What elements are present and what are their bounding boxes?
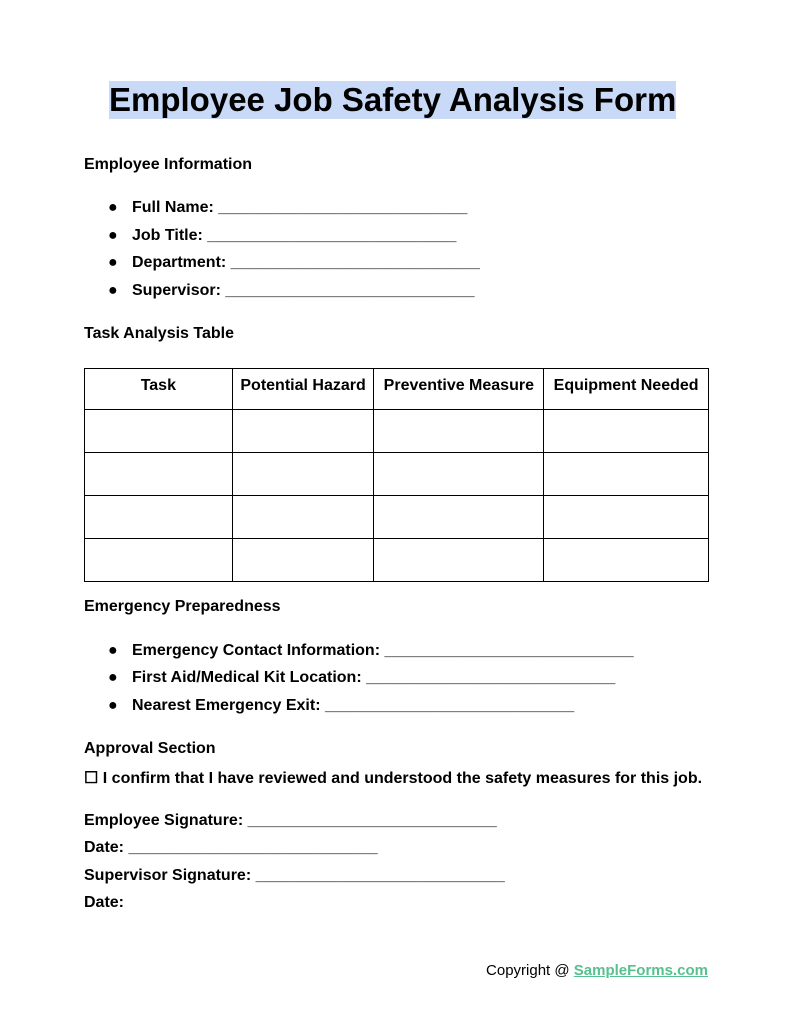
table-cell[interactable]	[374, 539, 544, 582]
table-cell[interactable]	[85, 410, 233, 453]
column-header: Preventive Measure	[374, 369, 544, 410]
copyright-text: Copyright @	[486, 962, 574, 979]
column-header: Potential Hazard	[232, 369, 374, 410]
table-row	[85, 410, 709, 453]
bullet-icon: ●	[108, 669, 118, 686]
field-label: Supervisor: ____________________________	[132, 282, 475, 299]
field-first-aid-location[interactable]	[108, 669, 615, 687]
bullet-icon: ●	[108, 199, 118, 216]
field-emergency-contact[interactable]	[108, 642, 634, 660]
approval-heading: Approval Section	[84, 740, 216, 757]
bullet-icon: ●	[108, 697, 118, 714]
field-label: Full Name: ____________________________	[132, 199, 468, 216]
table-cell[interactable]	[544, 539, 709, 582]
table-cell[interactable]	[232, 539, 374, 582]
field-label: Nearest Emergency Exit: ____________________________	[132, 697, 575, 714]
table-cell[interactable]	[232, 496, 374, 539]
field-label: Department: ____________________________	[132, 254, 480, 271]
table-row	[85, 539, 709, 582]
table-cell[interactable]	[85, 496, 233, 539]
employee-info-heading: Employee Information	[84, 156, 253, 173]
field-label: Emergency Contact Information: ____________________________	[132, 642, 634, 659]
table-cell[interactable]	[374, 496, 544, 539]
supervisor-date-field[interactable]: Date: ____________________________	[84, 894, 378, 908]
table-cell[interactable]	[232, 410, 374, 453]
table-cell[interactable]	[85, 453, 233, 496]
field-department[interactable]	[108, 254, 480, 272]
field-label: First Aid/Medical Kit Location: ____________________________	[132, 669, 616, 686]
column-header: Equipment Needed	[544, 369, 709, 410]
field-full-name[interactable]	[108, 199, 467, 217]
page-title: Employee Job Safety Analysis Form	[109, 81, 677, 118]
bullet-icon: ●	[108, 282, 118, 299]
table-cell[interactable]	[374, 410, 544, 453]
task-analysis-table	[84, 368, 709, 582]
signature-section	[84, 800, 724, 908]
field-nearest-exit[interactable]	[108, 697, 574, 715]
table-cell[interactable]	[544, 410, 709, 453]
table-header-row	[85, 369, 709, 410]
emergency-heading: Emergency Preparedness	[84, 598, 281, 615]
task-table-heading: Task Analysis Table	[84, 325, 234, 342]
table-row	[85, 496, 709, 539]
bullet-icon: ●	[108, 227, 118, 244]
table-cell[interactable]	[85, 539, 233, 582]
supervisor-signature-field[interactable]: Supervisor Signature: ____________________________	[84, 867, 505, 884]
employee-date-field[interactable]: Date: ____________________________	[84, 839, 378, 856]
field-supervisor[interactable]	[108, 282, 475, 300]
bullet-icon: ●	[108, 642, 118, 659]
footer-copyright	[486, 962, 708, 979]
confirm-checkbox[interactable]: ☐ I confirm that I have reviewed and understood the safety measures for this job.	[84, 770, 703, 787]
field-label: Job Title: ____________________________	[132, 227, 457, 244]
table-cell[interactable]	[374, 453, 544, 496]
column-header: Task	[85, 369, 233, 410]
bullet-icon: ●	[108, 254, 118, 271]
table-cell[interactable]	[544, 453, 709, 496]
table-cell[interactable]	[544, 496, 709, 539]
sampleforms-link[interactable]: SampleForms.com	[573, 962, 708, 979]
table-cell[interactable]	[232, 453, 374, 496]
field-job-title[interactable]	[108, 227, 456, 245]
employee-signature-field[interactable]: Employee Signature: ____________________________	[84, 812, 497, 829]
table-row	[85, 453, 709, 496]
